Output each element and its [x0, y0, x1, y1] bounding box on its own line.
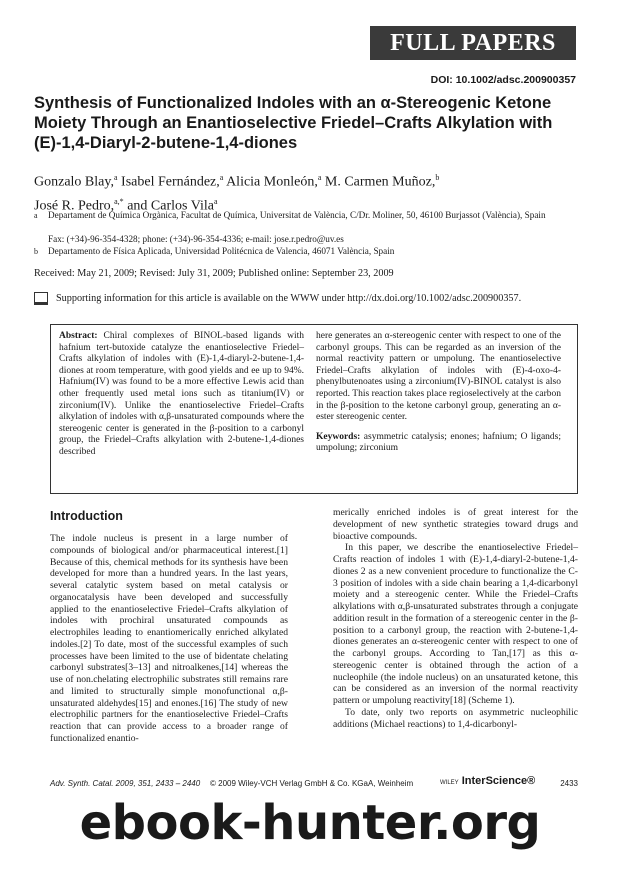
affiliation-mark: a	[34, 211, 38, 220]
contact-info: Fax: (+34)-96-354-4328; phone: (+34)-96-354-4336; e-mail: jose.r.pedro@uv.es	[48, 234, 344, 244]
supporting-info	[34, 292, 594, 305]
doi-label[interactable]: DOI: 10.1002/adsc.200900357	[430, 74, 576, 86]
body-paragraph: In this paper, we describe the enantioselective Friedel–Crafts reaction of indoles 1 with (E)-1,4-diaryl-2-butene-1,4-diones 2 as a new convenient procedure to functionalize the C-3 position of indoles with a side chain bearing a 1,4-dicarbonyl moiety and a stereogenic center. While the Friedel–Crafts alkylations with α,β-unsaturated substrates through a conjugate addition result in the formation of a stereogenic center in the β-position to a carbonyl group, the reaction with 2-butene-1,4-diones generates an α-stereogenic center with respect to one of the carbonyl groups. According to Tan,[17] as this α-stereogenic center is obtained through the action of a nucleophile (the indole nucleus) on an unsaturated ketone, this can be considered as an inversion of the normal reactivity pattern or umpolung reactivity[18] (Scheme 1).	[333, 542, 578, 706]
abstract-right-column	[316, 331, 561, 455]
article-title: Synthesis of Functionalized Indoles with an α-Stereogenic Ketone Moiety Through an Enantioselective Friedel–Crafts Alkylation with (E)-1,4-Diaryl-2-butene-1,4-diones	[34, 94, 553, 152]
affiliation-b	[34, 246, 594, 258]
abstract-left-column	[59, 331, 304, 459]
body-right-column	[333, 507, 578, 730]
author-affil-mark: a	[113, 173, 118, 182]
keywords	[316, 432, 561, 455]
abstract-text: here generates an α-stereogenic center with respect to one of the carbonyl groups. This can be regarded as an inversion of the normal reactivity pattern or umpolung. The enantioselective Friedel–Crafts alkylation of indoles with (E)-4-oxo-4-phenylbutenoates using a zirconium(IV)-BINOL catalyst is also reported. This reaction takes place regioselectively at the carbon in the β-position to the ketone carbonyl group, generating an α-ester stereogenic center.	[316, 331, 561, 423]
section-banner: FULL PAPERS	[370, 26, 576, 60]
affiliation-text: Departament de Química Orgànica, Facultat de Química, Universitat de València, C/Dr. Moliner, 50, 46100 Burjassot (València), Spain	[48, 210, 546, 220]
page-number: 2433	[560, 779, 578, 788]
author-name: Isabel Fernández,	[121, 174, 220, 190]
author-affil-mark: a,*	[114, 196, 124, 206]
body-paragraph: merically enriched indoles is of great interest for the development of new synthetic strategies toward drugs and bioactive compounds.	[333, 507, 578, 542]
body-left-column	[50, 533, 288, 745]
affiliation-contact	[34, 234, 594, 246]
publisher-logo	[440, 775, 535, 787]
author-name: and Carlos Vila	[127, 198, 214, 214]
author-affil-mark: a	[213, 196, 218, 206]
logo-text: InterScience®	[461, 775, 536, 787]
watermark: ebook-hunter.org	[79, 795, 541, 851]
page-footer	[50, 775, 578, 791]
computer-icon	[34, 292, 48, 305]
keywords-label: Keywords:	[316, 431, 361, 442]
publication-dates: Received: May 21, 2009; Revised: July 31, 2009; Published online: September 23, 2009	[34, 268, 394, 279]
author-affil-mark: a	[317, 173, 322, 182]
body-paragraph: The indole nucleus is present in a large number of compounds of biological and/or pharmaceutical interest.[1] Because of this, chemical methods for its synthesis have been developed for more than a hundred years. In the last years, several catalytic system based on metal catalysis or organocatalysis have been developed and successfully applied to the enantioselective Friedel–Crafts alkylation of indoles with prochiral unsaturated compounds as electrophiles leading to enantiomerically enriched alkylated indoles.[2] To date, most of the successful examples of such processes have been limited to the use of bidentate chelating carbonyl substrates[3–13] and nitroalkenes,[14] whereas the use of non.chelating electrophilic substrates still remains rare and limited to structurally simple monofunctional α,β-unsaturated aldehydes[15] and enones.[16] The study of new electrophilic partners for the enantioselective Friedel–Crafts reaction that can provide access to a broader range of functionalized enantio-	[50, 533, 288, 744]
author-affil-mark: a	[219, 173, 224, 182]
journal-citation: Adv. Synth. Catal. 2009, 351, 2433 – 2440	[50, 779, 201, 788]
keywords-text: asymmetric catalysis; enones; hafnium; O ligands; umpolung; zirconium	[316, 431, 561, 454]
affiliation-a	[34, 210, 594, 222]
author-name: M. Carmen Muñoz,	[324, 174, 436, 190]
affiliation-mark: b	[34, 247, 38, 256]
affiliation-text: Departamento de Física Aplicada, Universidad Politécnica de Valencia, 46071 València, Spain	[48, 246, 395, 256]
supporting-info-text[interactable]: Supporting information for this article is available on the WWW under http://dx.doi.org/10.1002/adsc.200900357.	[56, 292, 522, 304]
section-heading: Introduction	[50, 509, 123, 523]
author-name: José R. Pedro,	[34, 198, 115, 214]
author-affil-mark: b	[435, 173, 440, 182]
logo-small-text: WILEY	[440, 780, 459, 786]
copyright: © 2009 Wiley-VCH Verlag GmbH & Co. KGaA, Weinheim	[210, 779, 414, 788]
abstract-label: Abstract:	[59, 331, 98, 341]
author-list	[34, 168, 574, 215]
abstract-text: Chiral complexes of BINOL-based ligands with hafnium tert-butoxide catalyze the enantioselective Friedel–Crafts alkylation of indoles with (E)-1,4-diaryl-2-butene-1,4-diones at room temperature, with good yields and ee up to 94%. Hafnium(IV) was found to be a more effective Lewis acid than other frequently used metal ions such as titanium(IV) or zirconium(IV). Unlike the enantioselective Friedel–Crafts alkylation of indoles with α,β-unsaturated compounds where the stereogenic center is generated in the β-position to a carbonyl group, the Friedel–Crafts alkylation with 2-butene-1,4-diones described	[59, 331, 304, 457]
abstract-box	[50, 324, 578, 494]
author-name: Alicia Monleón,	[226, 174, 318, 190]
author-name: Gonzalo Blay,	[34, 174, 114, 190]
body-paragraph: To date, only two reports on asymmetric nucleophilic additions (Michael reactions) to 1,4-dicarbonyl-	[333, 706, 578, 730]
